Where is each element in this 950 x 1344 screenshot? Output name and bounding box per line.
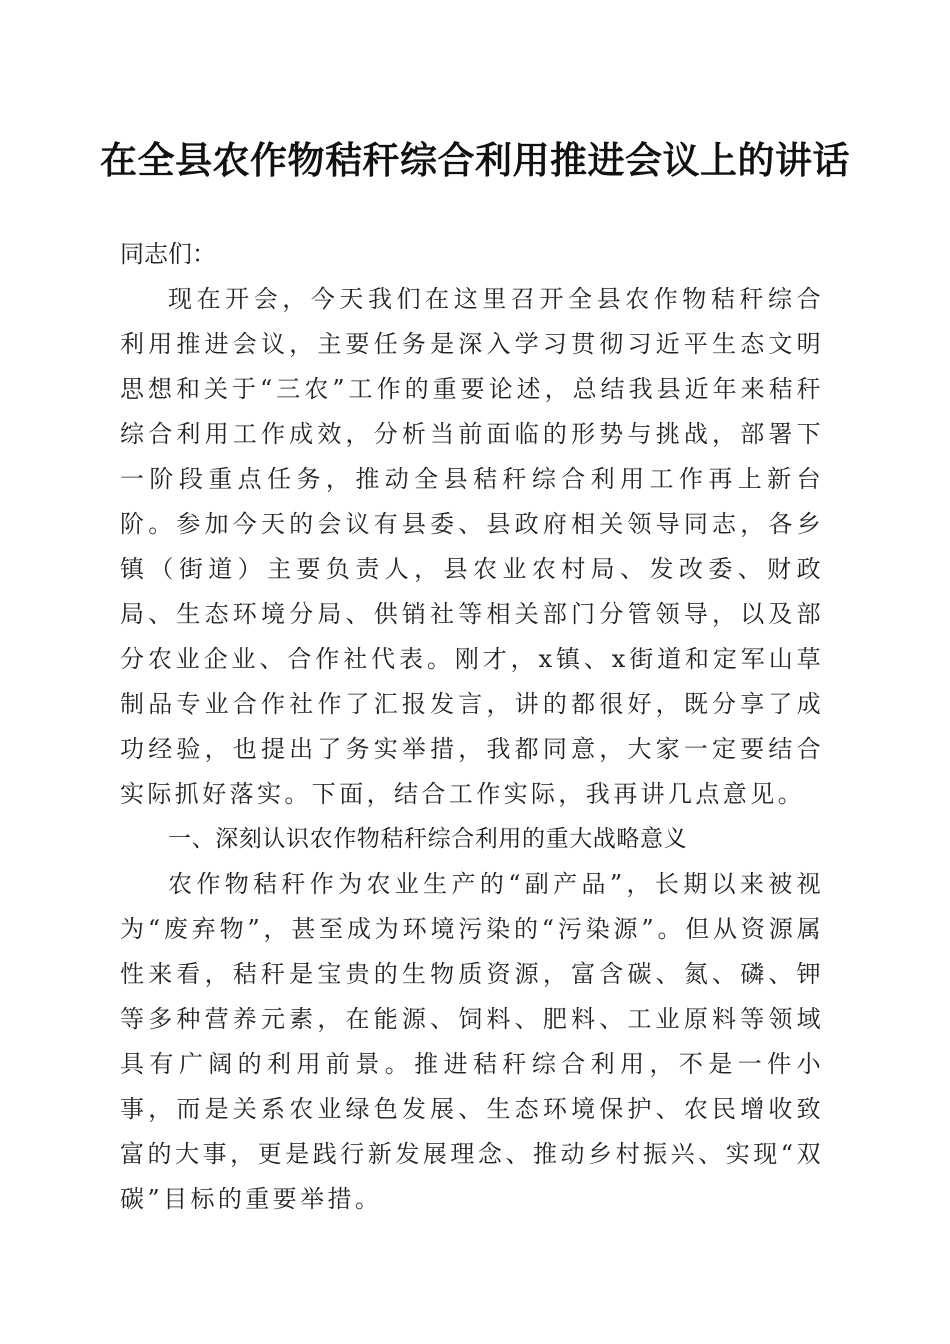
greeting: 同志们：	[120, 240, 216, 268]
document-title: 在全县农作物秸秆综合利用推进会议上的讲话	[100, 138, 850, 182]
paragraph-opening: 现在开会，今天我们在这里召开全县农作物秸秆综合利用推进会议，主要任务是深入学习贯彻习近平生态文明思想和关于“三农”工作的重要论述，总结我县近年来秸秆综合利用工作成效，分析当前面临的形势与挑战，部署下一阶段重点任务，推动全县秸秆综合利用工作再上新台阶。参加今天的会议有县委、县政府相关领导同志，各乡镇（街道）主要负责人，县农业农村局、发改委、财政局、生态环境分局、供销社等相关部门分管领导，以及部分农业企业、合作社代表。刚才，x镇、x街道和定军山草制品专业合作社作了汇报发言，讲的都很好，既分享了成功经验，也提出了务实举措，我都同意，大家一定要结合实际抓好落实。下面，结合工作实际，我再讲几点意见。	[120, 285, 824, 808]
section-heading-1: 一、深刻认识农作物秸秆综合利用的重大战略意义	[168, 826, 688, 852]
paragraph-section-1: 农作物秸秆作为农业生产的“副产品”，长期以来被视为“废弃物”，甚至成为环境污染的“污染源”。但从资源属性来看，秸秆是宝贵的生物质资源，富含碳、氮、磷、钾等多种营养元素，在能源、饲料、肥料、工业原料等领域具有广阔的利用前景。推进秸秆综合利用，不是一件小事，而是关系农业绿色发展、生态环境保护、农民增收致富的大事，更是践行新发展理念、推动乡村振兴、实现“双碳”目标的重要举措。	[120, 870, 824, 1213]
document-body	[120, 232, 824, 1222]
